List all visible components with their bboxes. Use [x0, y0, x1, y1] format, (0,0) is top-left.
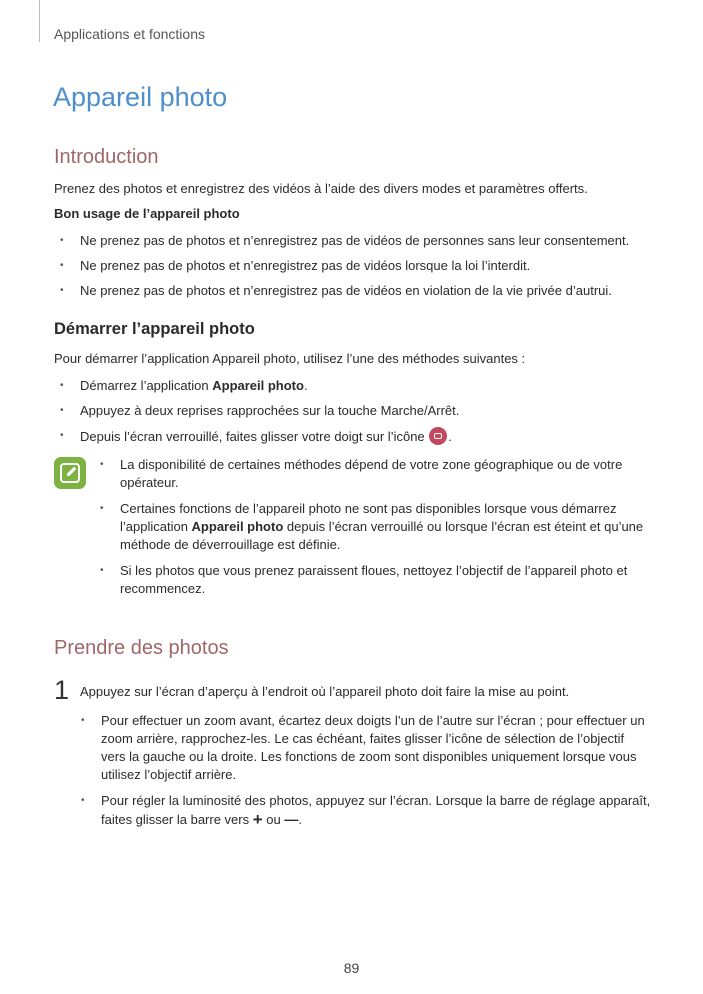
usage-item: • Ne prenez pas de photos et n’enregistrez pas de vidéos en violation de la vie privée d’autrui.: [80, 282, 680, 300]
note-item: • La disponibilité de certaines méthodes dépend de votre zone géographique ou de votre opérateur.: [120, 456, 650, 492]
start-camera-heading: Démarrer l’appareil photo: [54, 320, 255, 338]
running-header: Applications et fonctions: [54, 26, 205, 42]
usage-item: • Ne prenez pas de photos et n’enregistrez pas de vidéos lorsque la loi l’interdit.: [80, 257, 680, 275]
start-methods-list: [80, 377, 680, 446]
start-method-item: • Démarrez l’application Appareil photo.: [80, 377, 680, 395]
note-item: • Certaines fonctions de l’appareil photo ne sont pas disponibles lorsque vous démarrez l’application Appareil photo depuis l’écran verrouillé ou lorsque l’écran est éteint et qu’une méthode de déverrouillage est définie.: [120, 500, 650, 554]
page-title: Appareil photo: [53, 82, 228, 112]
usage-item: • Ne prenez pas de photos et n’enregistrez pas de vidéos de personnes sans leur consentement.: [80, 232, 680, 250]
step-sub-item: • Pour effectuer un zoom avant, écartez deux doigts l’un de l’autre sur l’écran ; pour effectuer un zoom arrière, rapprochez-les. Le cas échéant, faites glisser l’icône de sélection de l’objectif vers la gauche ou la droite. Les fonctions de zoom sont disponibles uniquement lorsque vous utilisez l’objectif arrière.: [101, 712, 651, 784]
step-text: Appuyez sur l’écran d’aperçu à l’endroit où l’appareil photo doit faire la mise au point.: [80, 684, 570, 699]
step-sub-list: [101, 712, 651, 829]
start-method-item: • Depuis l’écran verrouillé, faites glisser votre doigt sur l’icône .: [80, 427, 680, 446]
usage-heading: Bon usage de l’appareil photo: [54, 206, 240, 221]
notes-list: [120, 456, 650, 598]
note-pencil-icon: [54, 457, 86, 489]
page-number: 89: [343, 960, 360, 976]
note-item: • Si les photos que vous prenez paraissent floues, nettoyez l’objectif de l’appareil photo et recommencez.: [120, 562, 650, 598]
introduction-heading: Introduction: [54, 146, 159, 168]
take-photos-heading: Prendre des photos: [54, 637, 229, 659]
plus-icon: +: [252, 810, 263, 829]
app-name: Appareil photo: [212, 378, 304, 393]
minus-icon: —: [284, 811, 299, 827]
app-name: Appareil photo: [191, 519, 284, 534]
start-method-item: • Appuyez à deux reprises rapprochées sur la touche Marche/Arrêt.: [80, 402, 680, 420]
start-camera-text: Pour démarrer l’application Appareil photo, utilisez l’une des méthodes suivantes :: [54, 351, 526, 366]
camera-icon: [429, 427, 447, 445]
usage-list: [80, 232, 680, 300]
step-number: 1: [54, 675, 70, 705]
step-sub-item: • Pour régler la luminosité des photos, appuyez sur l’écran. Lorsque la barre de réglage apparaît, faites glisser la barre vers + ou —.: [101, 792, 651, 829]
introduction-text: Prenez des photos et enregistrez des vidéos à l’aide des divers modes et paramètres offerts.: [54, 181, 588, 196]
header-divider: [39, 0, 40, 42]
